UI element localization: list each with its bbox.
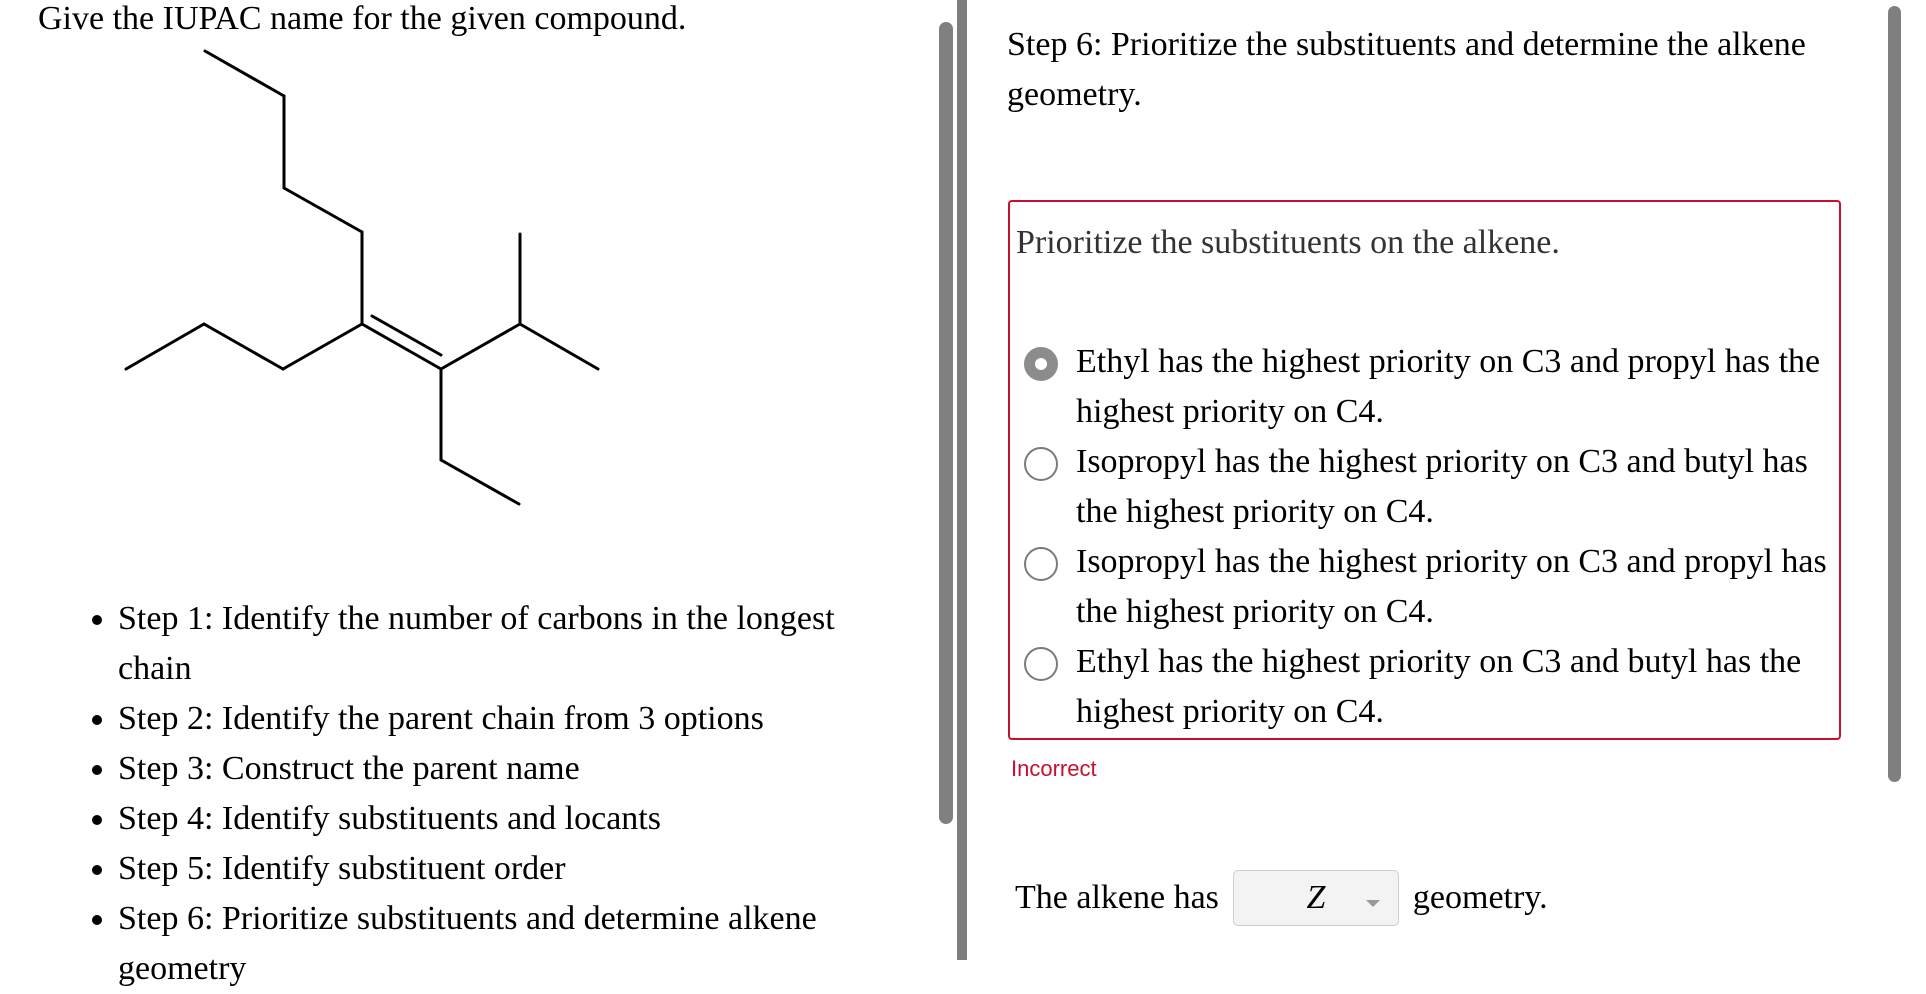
geometry-suffix: geometry. (1412, 879, 1548, 916)
option-label: Ethyl has the highest priority on C3 and butyl has the highest priority on C4. (1076, 643, 1802, 730)
step-item: • Step 1: Identify the number of carbons in the longest chain (118, 594, 878, 694)
step-title: Step 6: Prioritize the substituents and determine the alkene geometry. (1007, 26, 1806, 113)
radio-button-selected[interactable] (1024, 347, 1058, 381)
option-label: Isopropyl has the highest priority on C3 and propyl has the highest priority on C4. (1076, 543, 1827, 630)
left-pane (0, 0, 950, 987)
answer-option-2[interactable] (1024, 437, 1844, 537)
geometry-prefix: The alkene has (1015, 879, 1219, 916)
geometry-row (1015, 868, 1548, 928)
radio-button[interactable] (1024, 447, 1058, 481)
bond (441, 460, 519, 504)
question-text: Give the IUPAC name for the given compound. (38, 0, 687, 37)
radio-button[interactable] (1024, 547, 1058, 581)
answer-option-3[interactable] (1024, 537, 1844, 637)
left-scrollbar[interactable] (939, 22, 953, 824)
question-prompt: Prioritize the substituents on the alkene. (1016, 224, 1560, 261)
prioritize-question-box (1008, 200, 1841, 740)
bond (205, 51, 284, 96)
radio-button[interactable] (1024, 647, 1058, 681)
step-item: • Step 3: Construct the parent name (118, 744, 878, 794)
double-bond (362, 324, 441, 369)
step-item: • Step 4: Identify substituents and locants (118, 794, 878, 844)
molecule-structure (0, 0, 950, 560)
dropdown-value: Z (1306, 879, 1326, 916)
feedback-incorrect: Incorrect (1011, 756, 1097, 781)
step-item: • Step 2: Identify the parent chain from 3 options (118, 694, 878, 744)
bond (520, 324, 598, 369)
bond (283, 324, 362, 369)
right-pane (967, 0, 1926, 960)
chevron-down-icon (1366, 900, 1380, 907)
answer-options (1024, 337, 1844, 737)
geometry-dropdown[interactable] (1233, 870, 1399, 926)
answer-option-1[interactable] (1024, 337, 1844, 437)
right-scrollbar[interactable] (1888, 6, 1901, 782)
bond (441, 324, 520, 369)
step-item: • Step 5: Identify substituent order (118, 844, 878, 894)
bond (204, 324, 283, 369)
pane-divider[interactable] (957, 0, 967, 960)
bond (126, 324, 204, 369)
step-item: • Step 6: Prioritize substituents and determine alkene geometry (118, 894, 878, 994)
answer-option-4[interactable] (1024, 637, 1844, 737)
option-label: Ethyl has the highest priority on C3 and propyl has the highest priority on C4. (1076, 343, 1821, 430)
bond (284, 188, 362, 232)
option-label: Isopropyl has the highest priority on C3 and butyl has the highest priority on C4. (1076, 443, 1808, 530)
steps-list (80, 594, 878, 994)
